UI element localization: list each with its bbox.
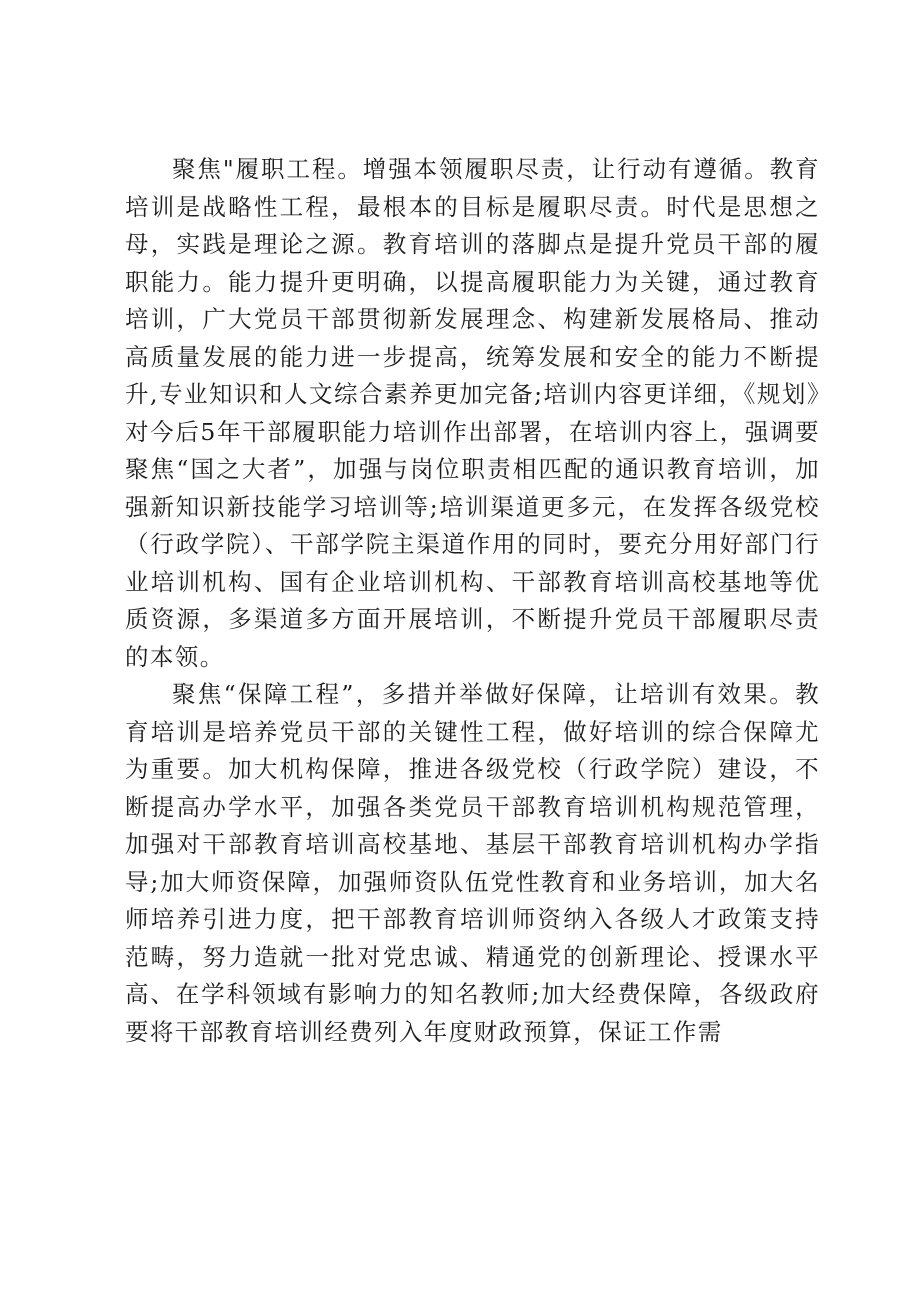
document-body xyxy=(125,151,820,1051)
paragraph-performance-project: 聚焦"履职工程。增强本领履职尽责，让行动有遵循。教育培训是战略性工程，最根本的目标是履职尽责。时代是思想之母，实践是理论之源。教育培训的落脚点是提升党员干部的履职能力。能力提升更明确，以提高履职能力为关键，通过教育培训，广大党员干部贯彻新发展理念、构建新发展格局、推动高质量发展的能力进一步提高，统筹发展和安全的能力不断提升,专业知识和人文综合素养更加完备;培训内容更详细，《规划》对今后5年干部履职能力培训作出部署，在培训内容上，强调要聚焦“国之大者”，加强与岗位职责相匹配的通识教育培训，加强新知识新技能学习培训等;培训渠道更多元，在发挥各级党校（行政学院）、干部学院主渠道作用的同时，要充分用好部门行业培训机构、国有企业培训机构、干部教育培训高校基地等优质资源，多渠道多方面开展培训，不断提升党员干部履职尽责的本领。 xyxy=(125,155,820,671)
paragraph-guarantee-project: 聚焦“保障工程”，多措并举做好保障，让培训有效果。教育培训是培养党员干部的关键性工程，做好培训的综合保障尤为重要。加大机构保障，推进各级党校（行政学院）建设，不断提高办学水平，加强各类党员干部教育培训机构规范管理，加强对干部教育培训高校基地、基层干部教育培训机构办学指导;加大师资保障，加强师资队伍党性教育和业务培训，加大名师培养引进力度，把干部教育培训师资纳入各级人才政策支持范畴，努力造就一批对党忠诚、精通党的创新理论、授课水平高、在学科领域有影响力的知名教师;加大经费保障，各级政府要将干部教育培训经费列入年度财政预算，保证工作需 xyxy=(125,680,820,1046)
